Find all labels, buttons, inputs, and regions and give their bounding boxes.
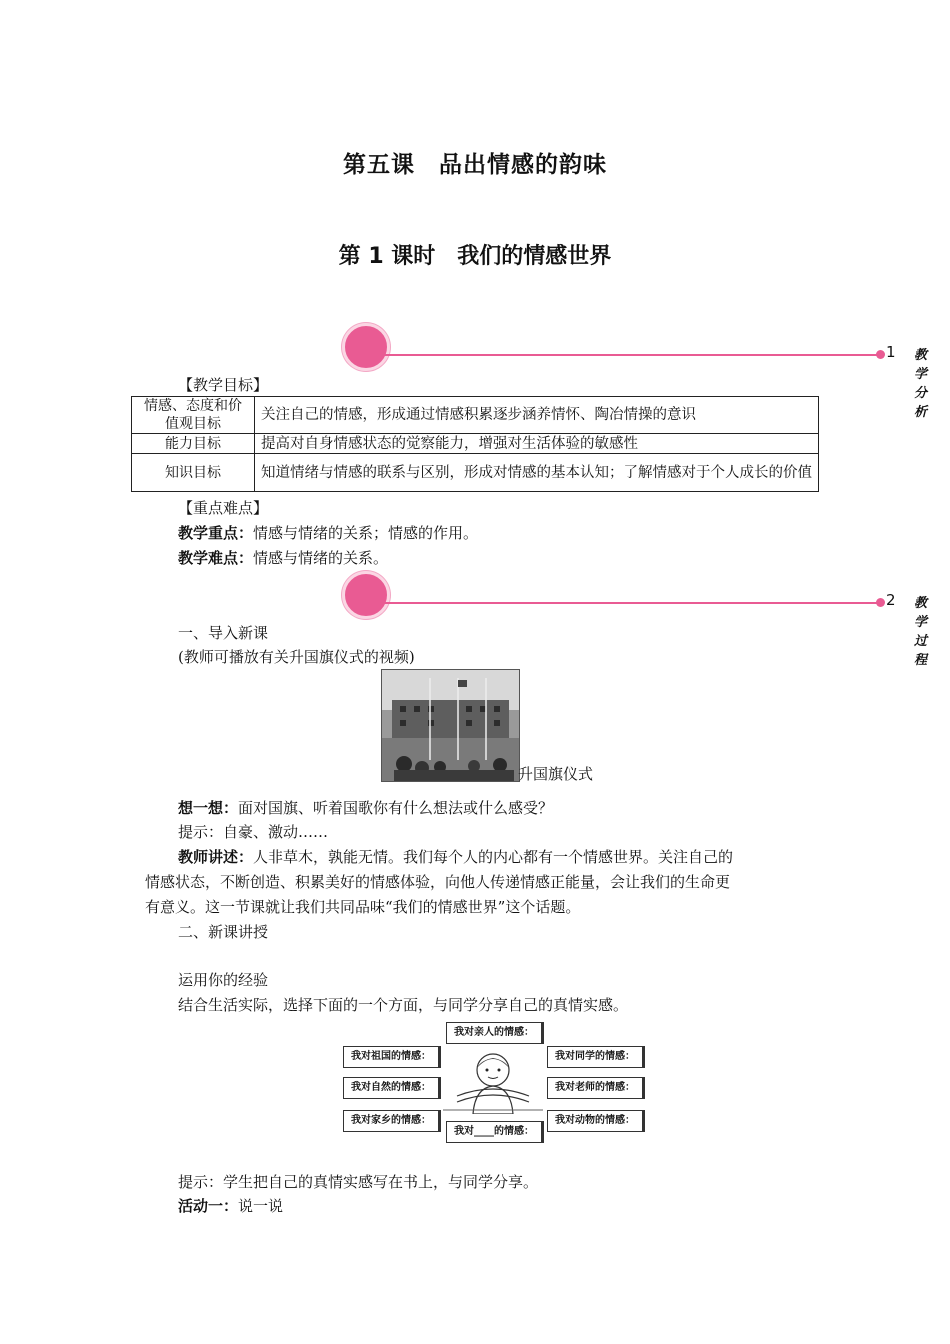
feeling-box-classmates: 我对同学的情感： xyxy=(547,1046,645,1068)
objective-value: 知道情绪与情感的联系与区别，形成对情感的基本认知；了解情感对于个人成长的价值 xyxy=(255,454,819,492)
feeling-box-blank: 我对____的情感： xyxy=(446,1121,544,1143)
objectives-table xyxy=(131,396,819,492)
teacher-line-1 xyxy=(178,847,733,867)
section-circle-icon xyxy=(342,571,390,619)
lesson-title: 第五课 品出情感的韵味 xyxy=(343,152,607,178)
keypoints-heading: 【重点难点】 xyxy=(178,499,269,517)
objective-key: 知识目标 xyxy=(132,454,255,492)
section-header-process xyxy=(340,571,931,668)
hint-line-1: 提示：自豪、激动…… xyxy=(178,823,329,841)
section-dot-icon xyxy=(876,598,885,607)
section-line xyxy=(366,602,878,604)
section-dot-icon xyxy=(876,350,885,359)
intro-heading: 一、导入新课 xyxy=(178,624,269,642)
teacher-line-2: 情感状态，不断创造、积累美好的情感体验，向他人传递情感正能量，会让我们的生命更 xyxy=(145,873,731,891)
objective-value: 关注自己的情感，形成通过情感积累逐步涵养情怀、陶冶情操的意识 xyxy=(255,397,819,434)
section-number: 2 xyxy=(886,591,896,609)
objective-key: 能力目标 xyxy=(132,434,255,454)
table-row xyxy=(132,434,819,454)
difficulty-line xyxy=(178,548,388,568)
objectives-heading: 【教学目标】 xyxy=(178,376,269,394)
hint-line-2: 提示：学生把自己的真情实感写在书上，与同学分享。 xyxy=(178,1173,539,1191)
teacher-line-3: 有意义。这一节课就让我们共同品味“我们的情感世界”这个话题。 xyxy=(145,898,581,916)
difficulty-label: 教学难点： xyxy=(178,549,254,567)
feeling-box-family: 我对亲人的情感： xyxy=(446,1022,544,1044)
focus-label: 教学重点： xyxy=(178,524,254,542)
feelings-diagram xyxy=(343,1020,643,1145)
section-number: 1 xyxy=(886,343,896,361)
difficulty-text: 情感与情绪的关系。 xyxy=(253,549,389,567)
new-lesson-heading: 二、新课讲授 xyxy=(178,923,269,941)
feeling-box-nature: 我对自然的情感： xyxy=(343,1077,441,1099)
activity-label: 活动一： xyxy=(178,1197,239,1215)
table-row xyxy=(132,397,819,434)
objective-key: 情感、态度和价值观目标 xyxy=(132,397,255,434)
intro-note: (教师可播放有关升国旗仪式的视频) xyxy=(178,648,415,666)
teacher-text-1: 人非草木，孰能无情。我们每个人的内心都有一个情感世界。关注自己的 xyxy=(253,848,734,866)
section-label: 教学分析 xyxy=(914,348,931,420)
focus-line xyxy=(178,523,478,543)
objective-value: 提高对自身情感状态的觉察能力，增强对生活体验的敏感性 xyxy=(255,434,819,454)
feeling-box-teachers: 我对老师的情感： xyxy=(547,1077,645,1099)
think-line xyxy=(178,798,553,818)
activity-text: 说一说 xyxy=(238,1197,284,1215)
think-label: 想一想： xyxy=(178,799,239,817)
period-title: 第 1 课时 我们的情感世界 xyxy=(338,244,612,269)
flag-ceremony-photo xyxy=(381,669,520,782)
section-circle-icon xyxy=(342,323,390,371)
section-label: 教学过程 xyxy=(914,596,931,668)
feeling-box-hometown: 我对家乡的情感： xyxy=(343,1110,441,1132)
activity-line xyxy=(178,1196,283,1216)
experience-heading: 运用你的经验 xyxy=(178,971,269,989)
teacher-label: 教师讲述： xyxy=(178,848,254,866)
table-row xyxy=(132,454,819,492)
photo-caption: 升国旗仪式 xyxy=(518,765,594,783)
feeling-box-animals: 我对动物的情感： xyxy=(547,1110,645,1132)
girl-illustration-icon xyxy=(443,1052,543,1114)
experience-text: 结合生活实际，选择下面的一个方面，与同学分享自己的真情实感。 xyxy=(178,996,629,1014)
think-text: 面对国旗、听着国歌你有什么想法或什么感受？ xyxy=(238,799,554,817)
focus-text: 情感与情绪的关系；情感的作用。 xyxy=(253,524,479,542)
feeling-box-country: 我对祖国的情感： xyxy=(343,1046,441,1068)
section-line xyxy=(366,354,878,356)
